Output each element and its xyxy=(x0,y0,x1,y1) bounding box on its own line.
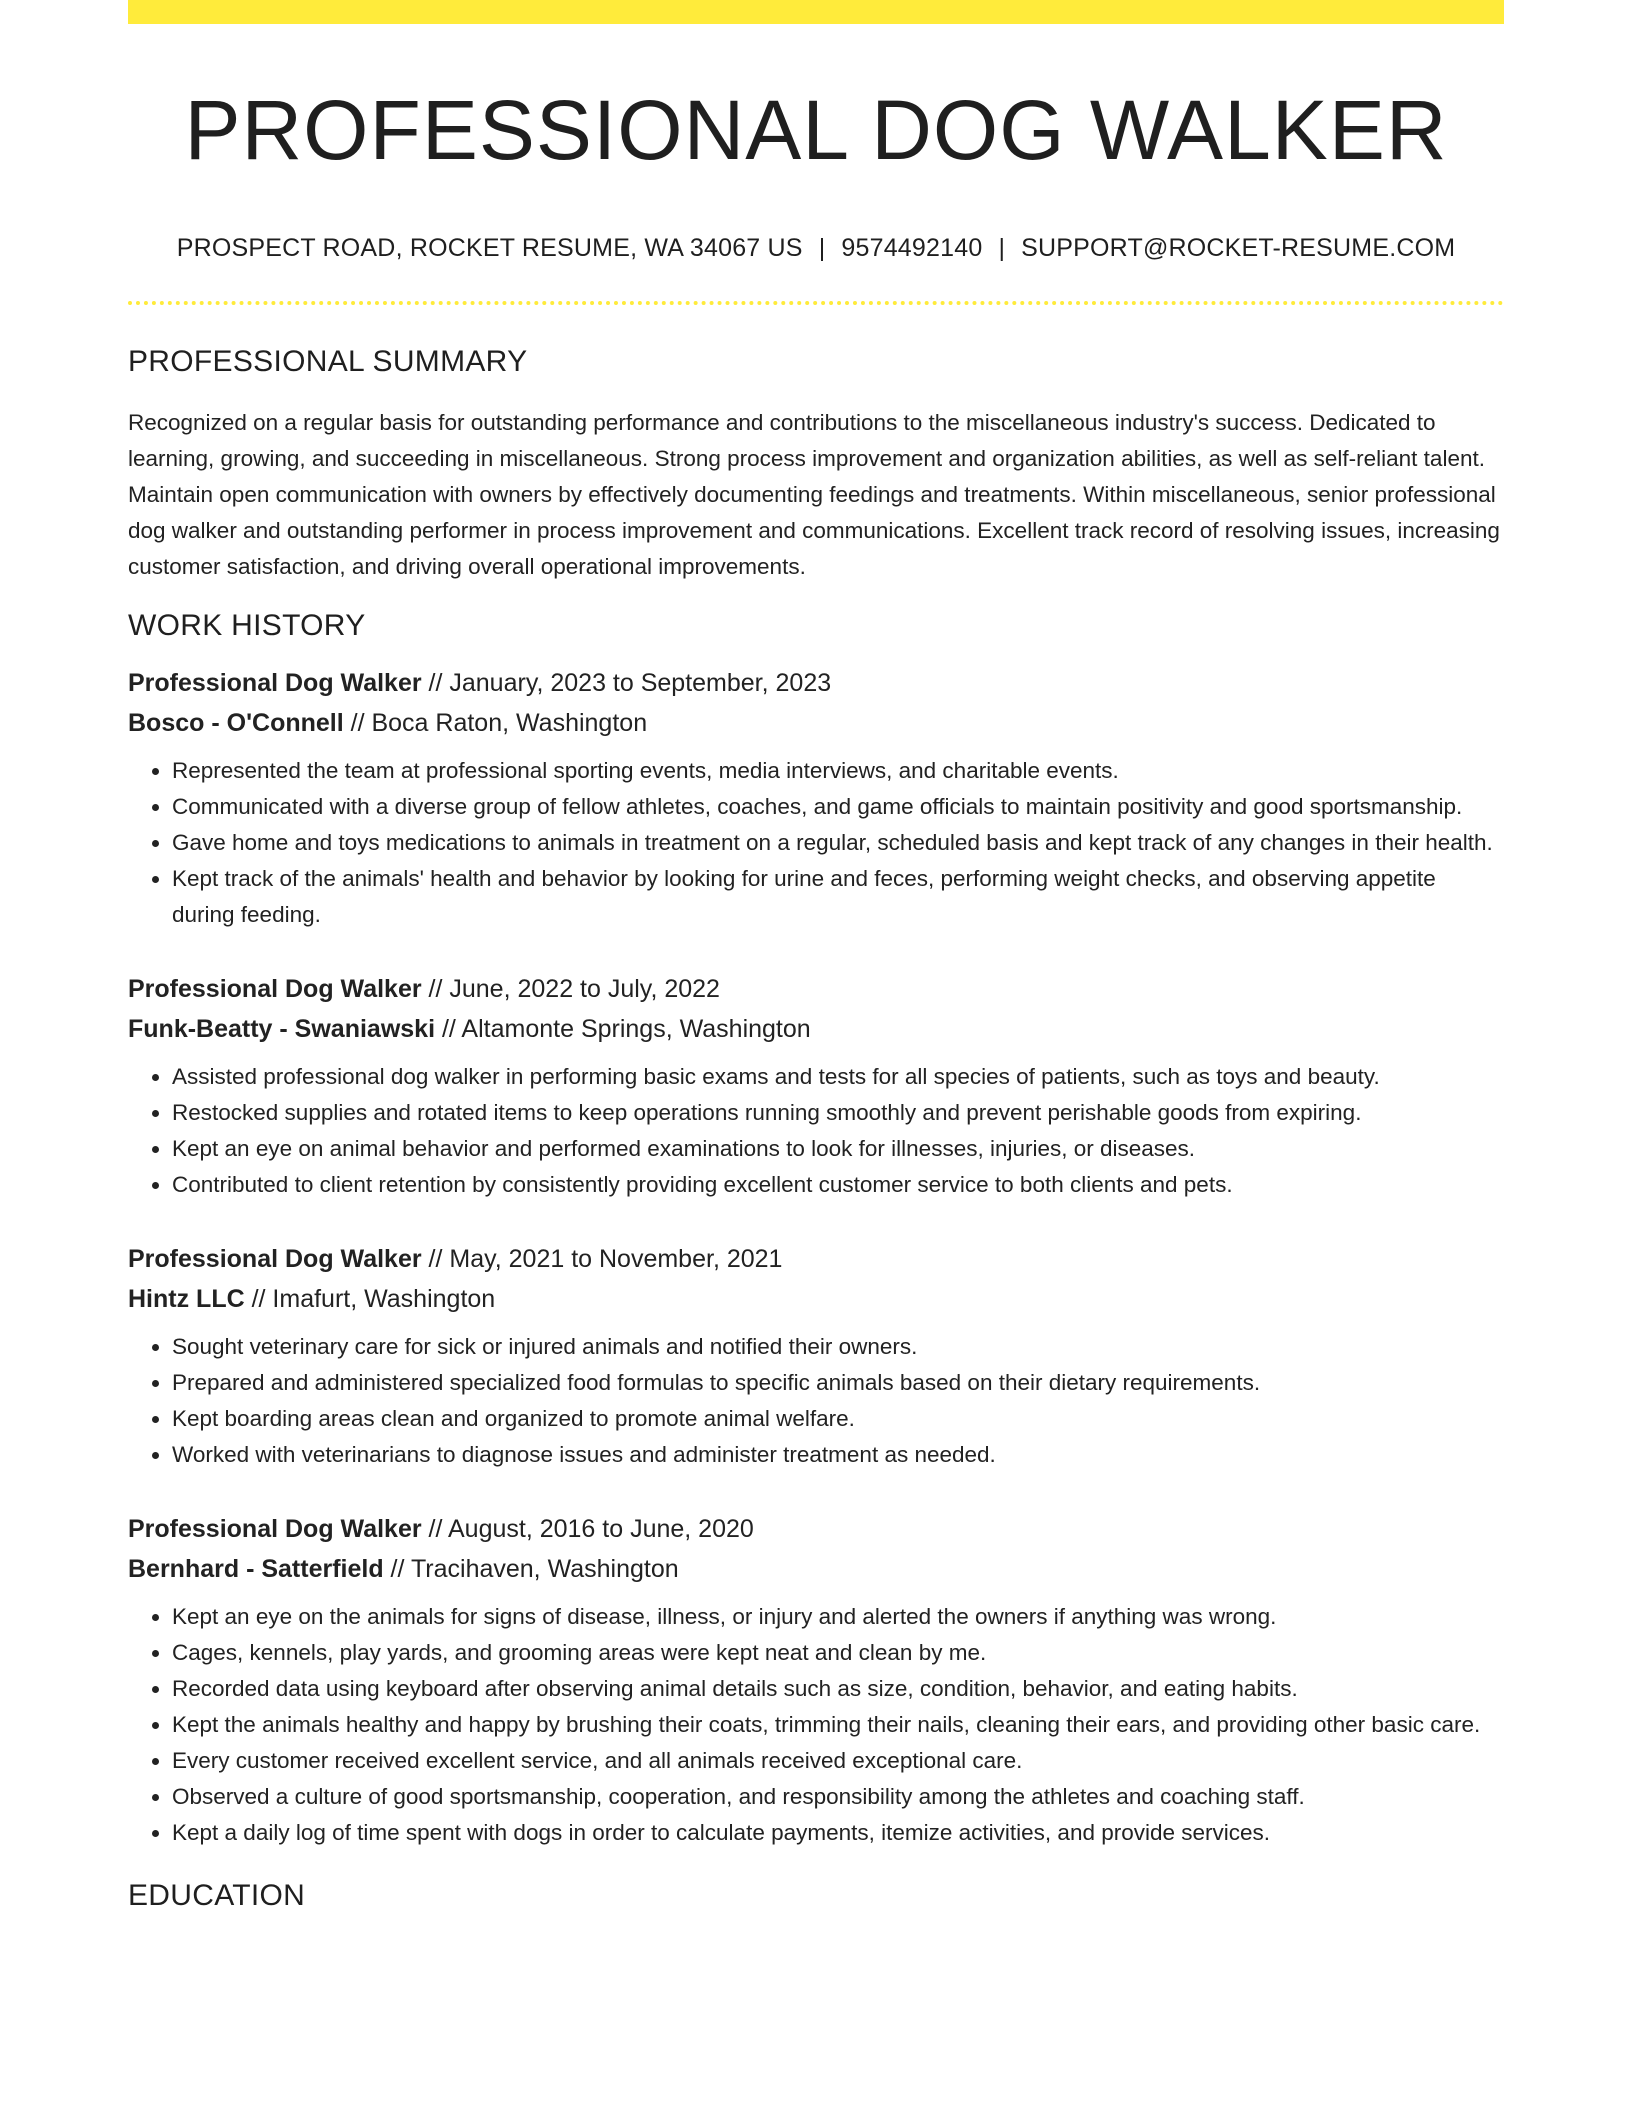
contact-line xyxy=(128,234,1504,263)
job-bullet: • Kept an eye on animal behavior and performed examinations to look for illnesses, injuries, or diseases. xyxy=(172,1131,1504,1167)
job-dates: // August, 2016 to June, 2020 xyxy=(421,1515,754,1544)
education-heading: EDUCATION xyxy=(128,1879,306,1913)
job-bullet: • Worked with veterinarians to diagnose issues and administer treatment as needed. xyxy=(172,1437,1504,1473)
job-role: Professional Dog Walker xyxy=(128,669,422,698)
job-bullet: • Kept boarding areas clean and organized to promote animal welfare. xyxy=(172,1401,1504,1437)
job-bullet: • Sought veterinary care for sick or injured animals and notified their owners. xyxy=(172,1329,1504,1365)
job-entry xyxy=(128,969,1504,1203)
job-location: // Boca Raton, Washington xyxy=(343,709,648,738)
job-bullet: • Restocked supplies and rotated items to keep operations running smoothly and prevent perishable goods from expiring. xyxy=(172,1095,1504,1131)
job-bullet: • Communicated with a diverse group of fellow athletes, coaches, and game officials to maintain positivity and good sportsmanship. xyxy=(172,789,1504,825)
job-bullet: • Assisted professional dog walker in performing basic exams and tests for all species of patients, such as toys and beauty. xyxy=(172,1059,1504,1095)
job-bullet: • Contributed to client retention by consistently providing excellent customer service to both clients and pets. xyxy=(172,1167,1504,1203)
job-title-line xyxy=(128,969,1504,1009)
job-bullets xyxy=(128,1059,1504,1203)
job-location: // Altamonte Springs, Washington xyxy=(435,1015,811,1044)
job-title-line xyxy=(128,1509,1504,1549)
job-bullet: • Represented the team at professional sporting events, media interviews, and charitable events. xyxy=(172,753,1504,789)
resume-page xyxy=(128,0,1504,1913)
dotted-divider xyxy=(128,301,1504,305)
summary-heading: PROFESSIONAL SUMMARY xyxy=(128,345,528,379)
job-role: Professional Dog Walker xyxy=(128,1515,422,1544)
job-title-line xyxy=(128,663,1504,703)
job-bullets xyxy=(128,1599,1504,1851)
job-bullets xyxy=(128,1329,1504,1473)
job-entry xyxy=(128,1509,1504,1851)
job-role: Professional Dog Walker xyxy=(128,975,422,1004)
job-dates: // June, 2022 to July, 2022 xyxy=(421,975,720,1004)
job-company-line xyxy=(128,1009,1504,1049)
job-bullet: • Recorded data using keyboard after observing animal details such as size, condition, behavior, and eating habits. xyxy=(172,1671,1504,1707)
summary-text: Recognized on a regular basis for outstanding performance and contributions to the miscellaneous industry's success. Dedicated to learning, growing, and succeeding in miscellaneous. Strong process improvement and organization abilities, as well as self-reliant talent. Maintain open communication with owners by effectively documenting feedings and treatments. Within miscellaneous, senior professional dog walker and outstanding performer in process improvement and communications. Excellent track record of resolving issues, increasing customer satisfaction, and driving overall operational improvements. xyxy=(128,410,1500,580)
job-company: Hintz LLC xyxy=(128,1285,245,1314)
job-dates: // January, 2023 to September, 2023 xyxy=(421,669,832,698)
resume-name: PROFESSIONAL DOG WALKER xyxy=(184,83,1448,177)
contact-separator: | xyxy=(818,234,826,263)
job-bullet: • Kept a daily log of time spent with dogs in order to calculate payments, itemize activities, and provide services. xyxy=(172,1815,1504,1851)
job-company: Bosco - O'Connell xyxy=(128,709,344,738)
job-company: Bernhard - Satterfield xyxy=(128,1555,384,1584)
job-bullet: • Every customer received excellent service, and all animals received exceptional care. xyxy=(172,1743,1504,1779)
job-company-line xyxy=(128,1549,1504,1589)
job-dates: // May, 2021 to November, 2021 xyxy=(421,1245,783,1274)
job-bullet: • Observed a culture of good sportsmanship, cooperation, and responsibility among the athletes and coaching staff. xyxy=(172,1779,1504,1815)
job-bullet: • Kept the animals healthy and happy by brushing their coats, trimming their nails, cleaning their ears, and providing other basic care. xyxy=(172,1707,1504,1743)
work-history-heading: WORK HISTORY xyxy=(128,609,366,643)
job-company-line xyxy=(128,703,1504,743)
job-company-line xyxy=(128,1279,1504,1319)
job-bullet: • Cages, kennels, play yards, and grooming areas were kept neat and clean by me. xyxy=(172,1635,1504,1671)
accent-bar xyxy=(128,0,1504,24)
contact-address: PROSPECT ROAD, ROCKET RESUME, WA 34067 US xyxy=(176,234,803,263)
job-entry xyxy=(128,663,1504,933)
contact-email: SUPPORT@ROCKET-RESUME.COM xyxy=(1021,234,1456,263)
contact-separator: | xyxy=(998,234,1006,263)
job-bullet: • Kept track of the animals' health and behavior by looking for urine and feces, performing weight checks, and observing appetite during feeding. xyxy=(172,861,1504,933)
job-location: // Imafurt, Washington xyxy=(244,1285,496,1314)
work-history-list xyxy=(128,663,1504,1851)
job-bullet: • Gave home and toys medications to animals in treatment on a regular, scheduled basis and kept track of any changes in their health. xyxy=(172,825,1504,861)
job-entry xyxy=(128,1239,1504,1473)
contact-phone: 9574492140 xyxy=(841,234,983,263)
job-bullet: • Prepared and administered specialized food formulas to specific animals based on their dietary requirements. xyxy=(172,1365,1504,1401)
job-company: Funk-Beatty - Swaniawski xyxy=(128,1015,436,1044)
job-title-line xyxy=(128,1239,1504,1279)
job-bullets xyxy=(128,753,1504,933)
job-bullet: • Kept an eye on the animals for signs of disease, illness, or injury and alerted the owners if anything was wrong. xyxy=(172,1599,1504,1635)
job-location: // Tracihaven, Washington xyxy=(383,1555,679,1584)
job-role: Professional Dog Walker xyxy=(128,1245,422,1274)
